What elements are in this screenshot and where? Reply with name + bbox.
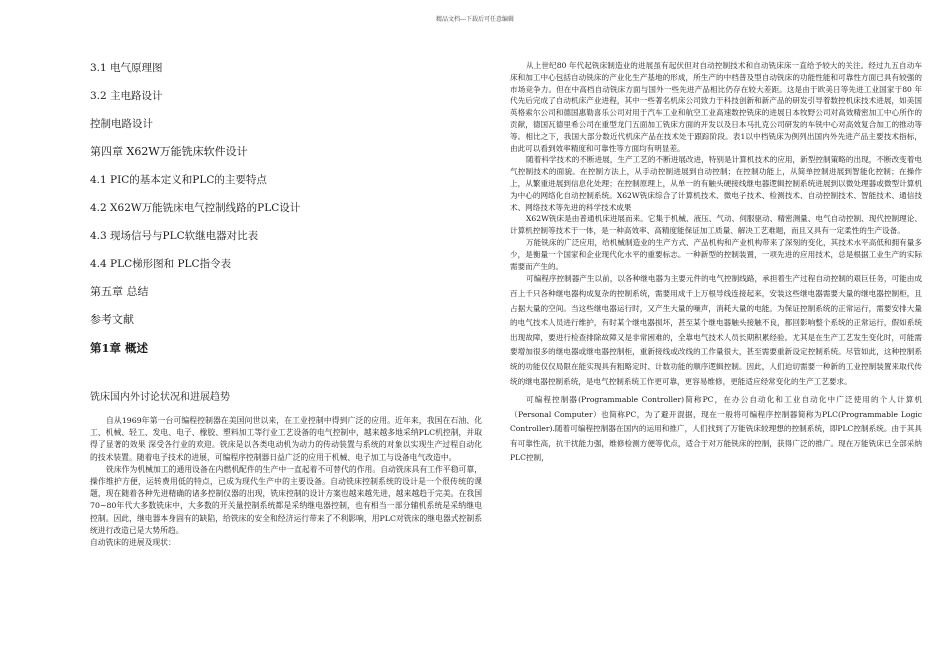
paragraph: 自从1969年第一台可编程控制器在美国问世以来，在工业控制中得到广泛的应用。近年来，我国在石油、化工、机械、轻工、发电、电子、橡胶、塑料加工等行业工艺设备的电气控制中，越来越多地采纳PLC机控制，并取得了显著的效果 深受各行业的欢迎。铣床是以各类电动机为动力的传动装置与系统的对象以实现生产过程自动化的技术装置。随着电子技术的进展，可编程序控制器日益广泛的应用于机械、电子加工与设备电气改造中。 <box>90 416 482 462</box>
toc-item: 3.1 电气原理图 <box>90 62 163 74</box>
toc-item: 4.4 PLC梯形图和 PLC指令表 <box>90 258 232 270</box>
paragraph: 可编程序控制器产生以前，以各种继电器为主要元件的电气控制线路，承担着生产过程自动控制的艰巨任务，可能由成百上千只各种继电器构成复杂的控制系统，需要用成千上万根导线连接起来，安装这些继电器需要大量的继电器控制柜，且占据大量的空间。当这些继电器运行时，又产生大量的噪声，消耗大量的电能。为保证控制系统的正常运行，需要安排大量的电气技术人员进行维护，有时某个继电器损坏，甚至某个继电器触头接触不良，都回影响整个系统的正常运行，假如系统出现故障，要进行检查排除故障又是非常困难的，全靠电气技术人员长期积累经验。尤其是在生产工艺发生变化时，可能需要增加很多的继电器或继电器控制柜，重新接线或改线的工作量很大，甚至需要重新设定控制系统。尽管如此，这种控制系统的功能仅仅局限在能实现具有粗略定时、计数功能的顺序逻辑控制。因此，人们迫切需要一种新的工业控制装置来取代传统的继电器控制系统，是电气控制系统工作更可靠，更容易维修，更能适应经常变化的生产工艺要求。 <box>510 274 922 386</box>
toc-item: 4.3 现场信号与PLC软继电器对比表 <box>90 230 259 242</box>
paragraph: 万能铣床的广泛应用，给机械制造业的生产方式、产品机构和产业机构带来了深刻的变化，其技术水平高低和拥有量多少，是衡量一个国家和企业现代化水平的重要标志。一种新型的控制装置，一项先进的应用技术，总是根据工业生产的实际需要而产生的。 <box>510 237 922 271</box>
toc-chapter: 参考文献 <box>90 313 134 326</box>
left-column <box>90 62 482 549</box>
toc-chapter: 第五章 总结 <box>90 285 149 298</box>
toc-item: 3.2 主电路设计 <box>90 90 163 102</box>
paragraph: 从上世纪80 年代起铣床制造业的进展虽有起伏但对自动控制技术和自动铣床床一直给予较大的关注。经过九五自动车床和加工中心包括自动铣床的产业化生产基地的形成，所生产的中档普及型自动铣床的功能性能和可靠性方面已具有较强的市场竞争力。但在中高档自动铣床方面与国外一些先进产品相比仍存在较大差距。这是由于欧美日等先进工业国家于80 年代先后完成了自动机床产业进程，其中一些著名机床公司致力于科技创新和新产品的研发引导着数控机床技术进展，如美国英格索尔公司和德国惠勒喜乐公司对用于汽车工业和航空工业高速数控铣床的进展日本牧野公司对高效精密加工中心所作的贡献，德国瓦德里希公司在重型龙门五面加工铣床方面的开发以及日本马扎克公司研发的车铣中心对高效复合加工的推动等等。相比之下，我国大部分数近代机床产品在技术处于跟踪阶段。表1以中档铣床为例列出国内外先进产品主要技术指标，由此可以看到效率精度和可靠性等方面均有明显差。 <box>510 61 922 153</box>
chapter-title: 第1章 概述 <box>90 341 149 355</box>
paragraph: X62W铣床是由普通机床进展而来。它集于机械、液压、气动、伺服驱动、精密测量、电气自动控制、现代控制理论、计算机控制等技术于一体，是一种高效率、高精度能保证加工质量、解决工艺难题，而且又具有一定柔性的生产设备。 <box>510 214 922 236</box>
section-heading: 铣床国内外讨论状况和进展趋势 <box>90 392 230 403</box>
toc-item: 4.1 PIC的基本定义和PLC的主要特点 <box>90 174 267 186</box>
toc-item: 控制电路设计 <box>90 118 153 130</box>
right-column <box>510 60 922 466</box>
paragraph: 可编程控制器(Programmable Controller)简称PC，在办公自动化和工业自动化中广泛使用的个人计算机（Personal Computer）也简称PC，为了避开混据，现在一般将可编程序控制器简称为PLC(Programmable Logic Controller).随着可编程控制器在国内的运用和推广，人们找到了万能铣床较理想的控制系统，即PLC控制系统。由于其具有可靠性高，抗干扰能力强，维修检测方便等优点，适合于对万能铣床的控制，获得广泛的推广。现在万能铣床已全部采纳PLC控制， <box>510 395 922 463</box>
toc-chapter: 第四章 X62W万能铣床软件设计 <box>90 145 248 158</box>
paragraph: 随着科学技术的不断进展，生产工艺的不断进展改进，特别是计算机技术的应用，新型控制策略的出现，不断改变着电气控制技术的面貌。在控制方法上，从手动控制进展到自动控制；在控制功能上，从简单控制进展到智能化控制；在操作上，从繁重进展到信息化处理；在控制原理上，从单一的有触头硬接线继电器逻辑控制系统进展到以微处理器或微型计算机为中心的网络化自动控制系统。X62W铣床综合了计算机技术、微电子技术、检测技术、自动控制技术、智能技术、通信技术、网络技术等先进的科学技术成果 <box>510 155 922 212</box>
paragraph: 铣床作为机械加工的通用设备在内燃机配件的生产中一直起着不可替代的作用。自动铣床具有工作平稳可靠，操作维护方便，运转费用低的特点，已成为现代生产中的主要设备。自动铣床控制系统的设计是一个很传统的课题，现在随着各种先进精确的诸多控制仪器的出现，铣床控制的设计方案也越来越先进，越来越趋于完美。在我国70~80年代大多数铣床中，大多数的开关量控制系统都是采纳继电器控制，也有相当一部分辅机系统是采纳继电控制。因此，继电器本身固有的缺陷，给铣床的安全和经济运行带来了不利影响，用PLC对铣床的继电器式控制系统进行改造已是大势所趋。 <box>90 464 482 535</box>
paragraph: 自动铣床的进展及现状： <box>90 538 176 548</box>
toc-item: 4.2 X62W万能铣床电气控制线路的PLC设计 <box>90 202 301 214</box>
page-header: 精品文档---下载后可任意编辑 <box>435 16 515 23</box>
